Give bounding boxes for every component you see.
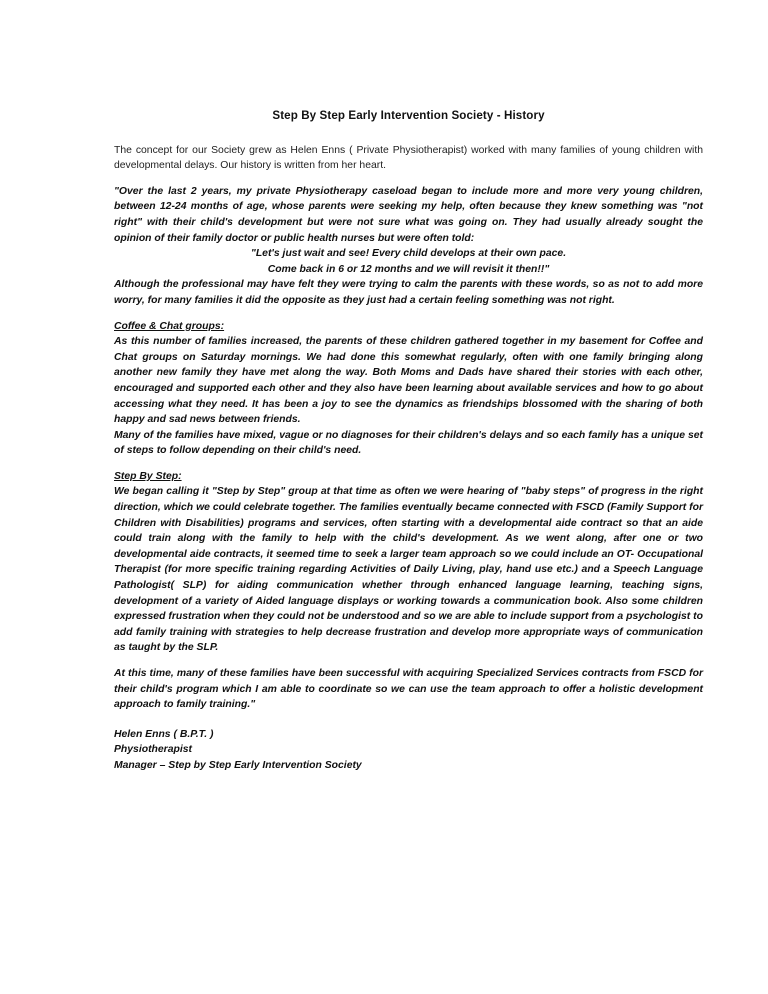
quote-after-paragraph: Although the professional may have felt they were trying to calm the parents with these words, so as not to add more worry, for many families it did the opposite as they just had a certain feeling something was not right. (114, 279, 703, 306)
signature-block (114, 727, 703, 774)
coffee-chat-heading: Coffee & Chat groups: (114, 320, 225, 332)
intro-paragraph: The concept for our Society grew as Helen Enns ( Private Physiotherapist) worked with many families of young children with developmental delays. Our history is written from her heart. (114, 144, 703, 172)
signature-position: Manager – Step by Step Early Intervention Society (114, 759, 362, 771)
step-by-step-paragraph: We began calling it "Step by Step" group at that time as often we were hearing of "baby steps" of progress in the right direction, which we could celebrate together. The families eventually became connected with FSCD (Family Support for Children with Disabilities) programs and services, often starting with a developmental aide contract so that an aide could train along with the family to help with the child's development. As we went along, after one or two developmental aide contracts, it seemed time to seek a larger team approach so we could include an OT- Occupational Therapist (for more specific training regarding Activities of Daily Living, play, hand use etc.) and a Speech Language Pathologist( SLP) for aiding communication whether through enhanced language learning, teaching signs, development of a variety of Aided language displays or working towards a communication book. Also some children expressed frustration when they could not be understood and so we are able to include support from a psychologist to add family training with strategies to help decrease frustration and develop more appropriate ways of communication as taught by the SLP. (114, 486, 703, 654)
closing-paragraph: At this time, many of these families have been successful with acquiring Specialized Services contracts from FSCD for their child's program which I am able to coordinate so we can use the team approach to offer a holistic development approach to family training." (114, 668, 703, 711)
quote-line-1: "Let's just wait and see! Every child develops at their own pace. (250, 248, 567, 260)
coffee-chat-paragraph-1: As this number of families increased, the parents of these children gathered together in my basement for Coffee and Chat groups on Saturday mornings. We had done this somewhat regularly, often with one family bringing along another new family they have met along the way. Both Moms and Dads have shared their stories with each other, encouraged and supported each other and they also have been learning about available services and how to go about accessing what they need. It has been a joy to see the dynamics as friendships blossomed with the sharing of both happy and sad news between friends. (114, 336, 703, 426)
signature-role: Physiotherapist (114, 744, 192, 756)
step-by-step-heading: Step By Step: (114, 470, 182, 482)
quote-line-2: Come back in 6 or 12 months and we will revisit it then!!" (267, 263, 550, 275)
coffee-chat-section (114, 319, 703, 459)
quote-section (114, 184, 703, 309)
signature-name: Helen Enns ( B.P.T. ) (114, 728, 214, 740)
quote-paragraph: "Over the last 2 years, my private Physiotherapy caseload began to include more and more very young children, between 12-24 months of age, whose parents were seeking my help, often because they knew something was "not right" with their child's development but were not sure what was going on. They had usually already sought the opinion of their family doctor or public health nurses but were often told: (114, 185, 703, 244)
document-page (114, 108, 703, 774)
document-title: Step By Step Early Intervention Society - History (272, 109, 545, 122)
step-by-step-section (114, 469, 703, 656)
coffee-chat-paragraph-2: Many of the families have mixed, vague or no diagnoses for their children's delays and so each family has a unique set of steps to follow depending on their child's need. (114, 429, 703, 457)
